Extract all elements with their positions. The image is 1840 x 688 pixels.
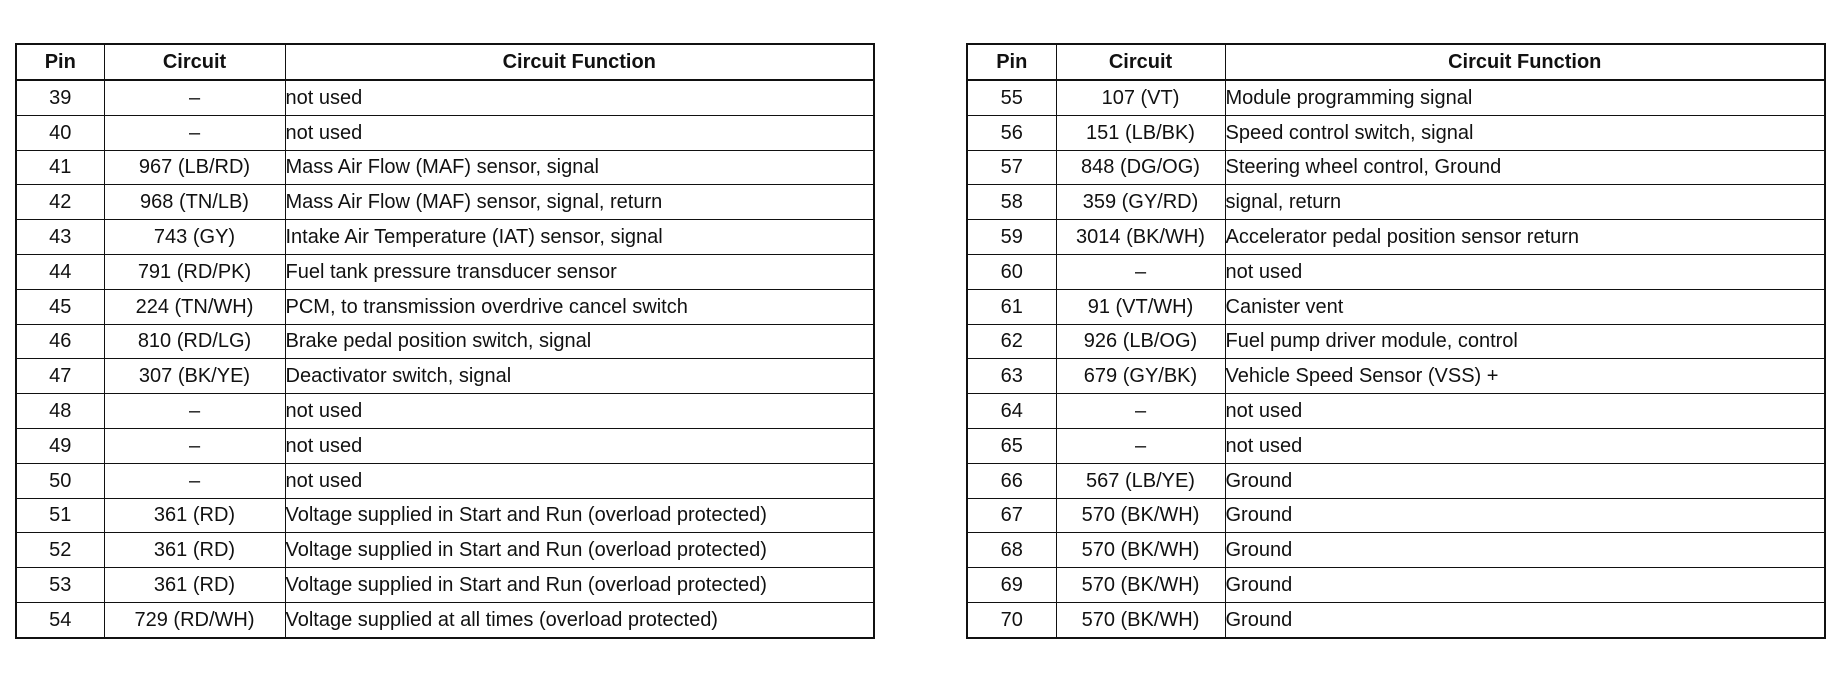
pin-cell: 55 [967, 80, 1056, 115]
table-row [967, 80, 1825, 115]
table-row [16, 185, 874, 220]
function-cell: Voltage supplied in Start and Run (overload protected) [285, 568, 874, 603]
function-cell: Canister vent [1225, 289, 1825, 324]
function-cell: Module programming signal [1225, 80, 1825, 115]
pin-cell: 52 [16, 533, 104, 568]
function-cell: Vehicle Speed Sensor (VSS) + [1225, 359, 1825, 394]
circuit-cell: – [104, 115, 285, 150]
circuit-cell: 361 (RD) [104, 568, 285, 603]
pin-cell: 57 [967, 150, 1056, 185]
pin-cell: 50 [16, 463, 104, 498]
function-cell: Voltage supplied in Start and Run (overload protected) [285, 498, 874, 533]
table-row [16, 220, 874, 255]
function-cell: Ground [1225, 498, 1825, 533]
table-row [967, 115, 1825, 150]
table-row [16, 602, 874, 637]
pin-cell: 62 [967, 324, 1056, 359]
circuit-function-column-header: Circuit Function [1225, 44, 1825, 80]
pin-cell: 42 [16, 185, 104, 220]
function-cell: not used [285, 80, 874, 115]
circuit-cell: 848 (DG/OG) [1056, 150, 1225, 185]
circuit-cell: 926 (LB/OG) [1056, 324, 1225, 359]
circuit-column-header: Circuit [1056, 44, 1225, 80]
circuit-cell: – [104, 80, 285, 115]
function-cell: Steering wheel control, Ground [1225, 150, 1825, 185]
table-row [16, 394, 874, 429]
table-row [967, 220, 1825, 255]
table-row [967, 185, 1825, 220]
pin-cell: 67 [967, 498, 1056, 533]
pin-cell: 59 [967, 220, 1056, 255]
circuit-cell: – [104, 463, 285, 498]
pin-cell: 39 [16, 80, 104, 115]
circuit-cell: – [1056, 428, 1225, 463]
pin-table-left [15, 43, 875, 639]
table-header-row [967, 44, 1825, 80]
table-row [16, 115, 874, 150]
circuit-cell: – [104, 428, 285, 463]
pin-cell: 56 [967, 115, 1056, 150]
circuit-cell: 968 (TN/LB) [104, 185, 285, 220]
function-cell: not used [1225, 394, 1825, 429]
pin-cell: 40 [16, 115, 104, 150]
table-row [967, 150, 1825, 185]
table-row [967, 463, 1825, 498]
pin-cell: 44 [16, 254, 104, 289]
circuit-cell: 307 (BK/YE) [104, 359, 285, 394]
pin-cell: 60 [967, 254, 1056, 289]
table-body [967, 80, 1825, 638]
pin-table-right [966, 43, 1826, 639]
pin-column-header: Pin [967, 44, 1056, 80]
pin-cell: 65 [967, 428, 1056, 463]
function-cell: Ground [1225, 533, 1825, 568]
function-cell: not used [285, 463, 874, 498]
function-cell: Mass Air Flow (MAF) sensor, signal [285, 150, 874, 185]
circuit-cell: 3014 (BK/WH) [1056, 220, 1225, 255]
circuit-cell: 361 (RD) [104, 498, 285, 533]
circuit-cell: 107 (VT) [1056, 80, 1225, 115]
circuit-cell: – [104, 394, 285, 429]
table-row [967, 289, 1825, 324]
function-cell: not used [285, 428, 874, 463]
table-row [967, 254, 1825, 289]
table-row [16, 150, 874, 185]
pin-cell: 41 [16, 150, 104, 185]
table-row [967, 568, 1825, 603]
table-row [16, 324, 874, 359]
table-row [967, 602, 1825, 637]
function-cell: Fuel pump driver module, control [1225, 324, 1825, 359]
circuit-cell: 810 (RD/LG) [104, 324, 285, 359]
table-row [16, 533, 874, 568]
circuit-cell: 91 (VT/WH) [1056, 289, 1225, 324]
pin-cell: 46 [16, 324, 104, 359]
pin-cell: 54 [16, 602, 104, 637]
circuit-cell: 570 (BK/WH) [1056, 533, 1225, 568]
table-row [967, 359, 1825, 394]
function-cell: not used [285, 394, 874, 429]
table-row [16, 359, 874, 394]
table-row [967, 498, 1825, 533]
function-cell: Voltage supplied at all times (overload protected) [285, 602, 874, 637]
circuit-cell: 729 (RD/WH) [104, 602, 285, 637]
function-cell: signal, return [1225, 185, 1825, 220]
pin-cell: 66 [967, 463, 1056, 498]
circuit-function-column-header: Circuit Function [285, 44, 874, 80]
circuit-cell: – [1056, 254, 1225, 289]
circuit-cell: 567 (LB/YE) [1056, 463, 1225, 498]
table-row [16, 568, 874, 603]
pin-cell: 45 [16, 289, 104, 324]
table-row [16, 428, 874, 463]
pin-cell: 63 [967, 359, 1056, 394]
pin-cell: 51 [16, 498, 104, 533]
circuit-cell: 570 (BK/WH) [1056, 568, 1225, 603]
circuit-cell: 570 (BK/WH) [1056, 498, 1225, 533]
function-cell: Ground [1225, 568, 1825, 603]
circuit-cell: 359 (GY/RD) [1056, 185, 1225, 220]
function-cell: Brake pedal position switch, signal [285, 324, 874, 359]
table-row [16, 80, 874, 115]
function-cell: not used [285, 115, 874, 150]
circuit-cell: 679 (GY/BK) [1056, 359, 1225, 394]
table-header-row [16, 44, 874, 80]
function-cell: Speed control switch, signal [1225, 115, 1825, 150]
pin-cell: 43 [16, 220, 104, 255]
function-cell: Accelerator pedal position sensor return [1225, 220, 1825, 255]
function-cell: Mass Air Flow (MAF) sensor, signal, return [285, 185, 874, 220]
pin-cell: 58 [967, 185, 1056, 220]
circuit-cell: – [1056, 394, 1225, 429]
table-row [967, 324, 1825, 359]
table-body [16, 80, 874, 638]
table-row [16, 498, 874, 533]
function-cell: not used [1225, 254, 1825, 289]
function-cell: Ground [1225, 463, 1825, 498]
pin-cell: 68 [967, 533, 1056, 568]
circuit-cell: 570 (BK/WH) [1056, 602, 1225, 637]
table-row [967, 533, 1825, 568]
circuit-cell: 361 (RD) [104, 533, 285, 568]
circuit-column-header: Circuit [104, 44, 285, 80]
table-row [16, 463, 874, 498]
table-row [16, 289, 874, 324]
pin-cell: 64 [967, 394, 1056, 429]
function-cell: Deactivator switch, signal [285, 359, 874, 394]
pin-cell: 70 [967, 602, 1056, 637]
function-cell: Voltage supplied in Start and Run (overload protected) [285, 533, 874, 568]
pin-cell: 47 [16, 359, 104, 394]
circuit-cell: 791 (RD/PK) [104, 254, 285, 289]
function-cell: PCM, to transmission overdrive cancel switch [285, 289, 874, 324]
pin-cell: 69 [967, 568, 1056, 603]
pin-cell: 49 [16, 428, 104, 463]
pin-cell: 61 [967, 289, 1056, 324]
table-row [16, 254, 874, 289]
circuit-cell: 224 (TN/WH) [104, 289, 285, 324]
pin-column-header: Pin [16, 44, 104, 80]
circuit-cell: 743 (GY) [104, 220, 285, 255]
circuit-cell: 151 (LB/BK) [1056, 115, 1225, 150]
function-cell: not used [1225, 428, 1825, 463]
pin-cell: 53 [16, 568, 104, 603]
table-row [967, 428, 1825, 463]
function-cell: Fuel tank pressure transducer sensor [285, 254, 874, 289]
pin-cell: 48 [16, 394, 104, 429]
function-cell: Intake Air Temperature (IAT) sensor, signal [285, 220, 874, 255]
table-row [967, 394, 1825, 429]
circuit-cell: 967 (LB/RD) [104, 150, 285, 185]
function-cell: Ground [1225, 602, 1825, 637]
